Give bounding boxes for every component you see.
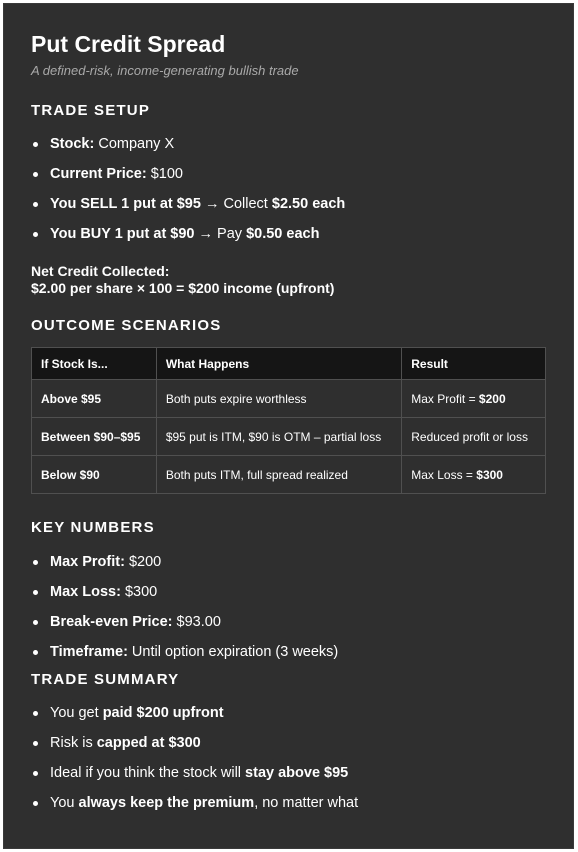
page-title: Put Credit Spread (31, 31, 226, 57)
list-item: You BUY 1 put at $90 → Pay $0.50 each (31, 225, 345, 255)
list-item: You always keep the premium, no matter what (31, 794, 358, 824)
table-cell: Max Profit = $200 (402, 380, 546, 418)
key-numbers-heading: KEY NUMBERS (31, 519, 155, 536)
column-header: What Happens (156, 348, 401, 380)
table-row (32, 456, 546, 494)
table-cell: Max Loss = $300 (402, 456, 546, 494)
table-row (32, 380, 546, 418)
table-cell: Below $90 (32, 456, 157, 494)
key-numbers-list (31, 553, 338, 673)
column-header: Result (402, 348, 546, 380)
trade-summary-list (31, 704, 358, 824)
list-item: Stock: Company X (31, 135, 345, 165)
outcome-table (31, 347, 546, 494)
list-item: Timeframe: Until option expiration (3 weeks) (31, 643, 338, 673)
content-card (3, 3, 574, 849)
list-item: You get paid $200 upfront (31, 704, 358, 734)
list-item: Current Price: $100 (31, 165, 345, 195)
list-item: You SELL 1 put at $95 → Collect $2.50 each (31, 195, 345, 225)
table-row (32, 418, 546, 456)
trade-setup-list (31, 135, 345, 255)
list-item: Max Profit: $200 (31, 553, 338, 583)
list-item: Risk is capped at $300 (31, 734, 358, 764)
outcome-scenarios-heading: OUTCOME SCENARIOS (31, 317, 222, 334)
table-cell: Both puts ITM, full spread realized (156, 456, 401, 494)
table-cell: Above $95 (32, 380, 157, 418)
net-credit-note: Net Credit Collected: $2.00 per share × 100 = $200 income (upfront) (31, 263, 335, 296)
table-cell: Reduced profit or loss (402, 418, 546, 456)
table-cell: Both puts expire worthless (156, 380, 401, 418)
table-cell: $95 put is ITM, $90 is OTM – partial loss (156, 418, 401, 456)
list-item: Max Loss: $300 (31, 583, 338, 613)
table-header-row (32, 348, 546, 380)
trade-summary-heading: TRADE SUMMARY (31, 671, 180, 688)
trade-setup-heading: TRADE SETUP (31, 102, 151, 119)
table-cell: Between $90–$95 (32, 418, 157, 456)
list-item: Ideal if you think the stock will stay above $95 (31, 764, 358, 794)
page-subtitle: A defined-risk, income-generating bullish trade (31, 63, 299, 78)
column-header: If Stock Is... (32, 348, 157, 380)
list-item: Break-even Price: $93.00 (31, 613, 338, 643)
